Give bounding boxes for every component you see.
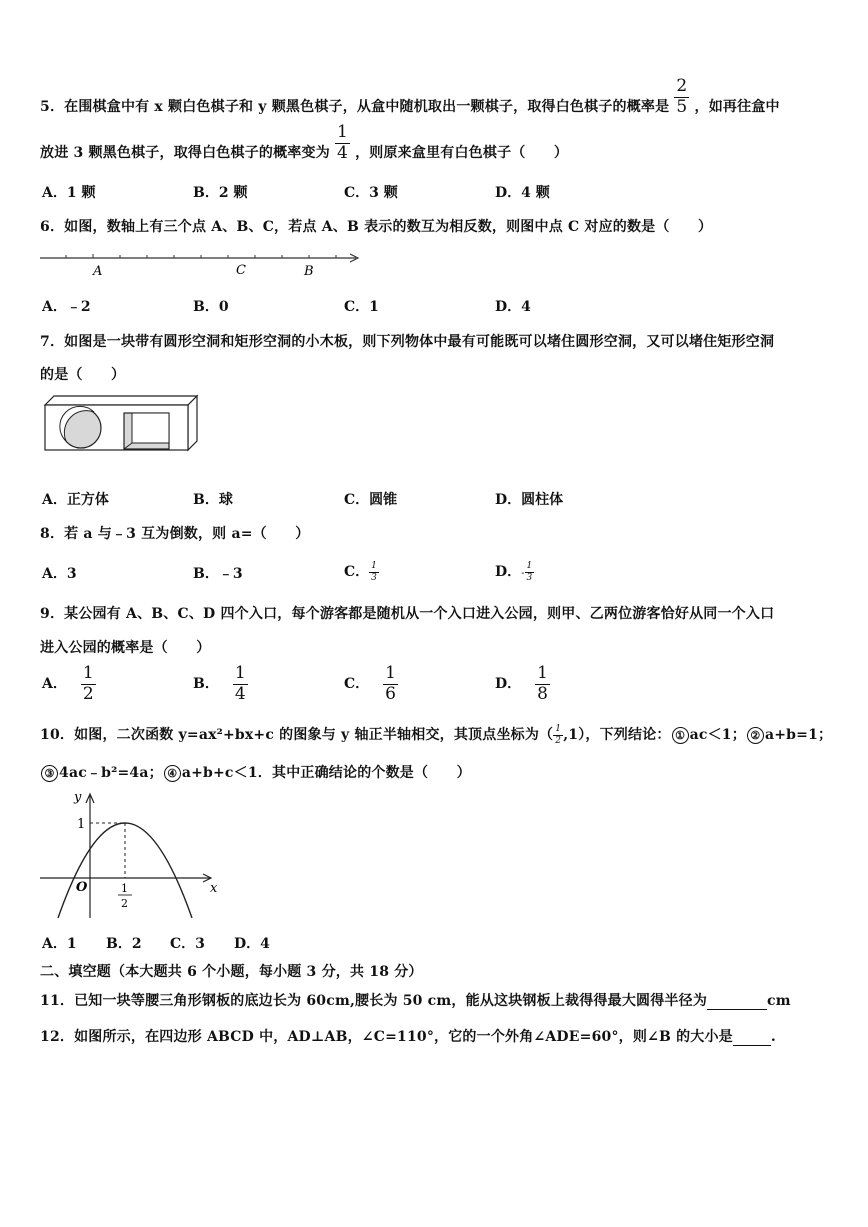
q8-option-c[interactable] xyxy=(344,561,379,583)
q9-option-c-fraction: $\frac{1}{6}$ xyxy=(385,663,396,704)
q9-option-c[interactable] xyxy=(344,664,398,704)
x-axis-label: x xyxy=(210,881,218,896)
q5-line1 xyxy=(40,75,780,117)
q6-stem: 6．如图，数轴上有三个点 A、B、C，若点 A、B 表示的数互为相反数，则图中点 C 对应的数是（ ） xyxy=(40,219,713,235)
q8-option-c-label: C． xyxy=(344,564,370,580)
q9-option-d-label: D． xyxy=(495,676,522,693)
q6-option-c[interactable]: C．1 xyxy=(344,299,379,315)
q9-line2: 进入公园的概率是（ ） xyxy=(40,640,211,656)
q9-option-a-fraction: $\frac{1}{2}$ xyxy=(82,663,94,704)
q10-option-b[interactable]: B．2 xyxy=(106,936,142,952)
q5-fraction-1-4: $\frac{1}{4}$ xyxy=(336,121,348,163)
tick-y-1: 1 xyxy=(77,817,86,832)
q5-option-c[interactable]: C．3 颗 xyxy=(344,185,398,201)
q7-option-b[interactable]: B．球 xyxy=(193,492,233,508)
q8-option-d-fraction: $\frac{1}{3}$ xyxy=(526,561,533,583)
q10-text-1a: 10．如图，二次函数 y=ax²+bx+c 的图象与 y 轴正半轴相交，其顶点坐标为（ xyxy=(40,727,554,743)
q5-line2 xyxy=(40,121,569,163)
q10-line2 xyxy=(40,762,471,782)
q10-circled-1: ① xyxy=(672,727,689,744)
q9-option-b[interactable] xyxy=(193,664,248,704)
q11-answer-blank[interactable] xyxy=(707,993,767,1010)
q8-option-a[interactable]: A．3 xyxy=(42,566,77,582)
q10-conclusion-2: a+b=1； xyxy=(764,727,833,743)
q5-text-1a: 5．在围棋盒中有 x 颗白色棋子和 y 颗黑色棋子，从盒中随机取出一颗棋子，取得白色棋子的概率是 xyxy=(40,99,670,115)
q11-text: 11．已知一块等腰三角形钢板的底边长为 60cm,腰长为 50 cm，能从这块钢板上裁得得最大圆得半径为 xyxy=(40,993,708,1009)
q9-option-d-fraction: $\frac{1}{8}$ xyxy=(537,663,548,704)
q6-option-d[interactable]: D．4 xyxy=(495,299,531,315)
q10-parabola-graph xyxy=(40,788,225,923)
point-c-label: C xyxy=(236,263,246,278)
q9-option-a-label: A． xyxy=(42,676,67,693)
q5-option-a[interactable]: A．1 颗 xyxy=(42,185,96,201)
q10-vertex-fraction: $\frac{1}{2}$ xyxy=(555,724,562,746)
q9-option-a[interactable] xyxy=(42,664,96,704)
q8-option-d[interactable] xyxy=(495,561,534,583)
section-2-heading: 二、填空题（本大题共 6 个小题，每小题 3 分，共 18 分） xyxy=(40,964,423,980)
point-b-label: B xyxy=(304,264,314,279)
q10-option-d[interactable]: D．4 xyxy=(234,936,270,952)
q12-answer-blank[interactable] xyxy=(733,1029,771,1046)
q10-option-a[interactable]: A．1 xyxy=(42,936,77,952)
q10-circled-4: ④ xyxy=(164,765,181,782)
q10-conclusion-3: 4ac﹣b²=4a； xyxy=(59,765,163,781)
q10-circled-3: ③ xyxy=(41,765,58,782)
q7-wooden-board-figure xyxy=(44,395,204,453)
q8-option-c-fraction: $\frac{1}{3}$ xyxy=(371,561,377,583)
q5-text-2a: 放进 3 颗黑色棋子，取得白色棋子的概率变为 xyxy=(40,145,330,161)
q7-option-d[interactable]: D．圆柱体 xyxy=(495,492,564,508)
q8-option-d-sign: - xyxy=(521,568,525,579)
q9-option-b-label: B． xyxy=(193,676,219,693)
q9-line1: 9．某公园有 A、B、C、D 四个入口，每个游客都是随机从一个入口进入公园，则甲、乙两位游客恰好从同一个入口 xyxy=(40,606,775,622)
q5-option-d[interactable]: D．4 颗 xyxy=(495,185,550,201)
q11-line xyxy=(40,990,791,1010)
q6-option-a[interactable]: A．﹣2 xyxy=(42,299,91,315)
q9-option-b-fraction: $\frac{1}{4}$ xyxy=(234,663,246,704)
q7-option-a[interactable]: A．正方体 xyxy=(42,492,109,508)
tick-x-num: 1 xyxy=(121,882,128,895)
q7-line2: 的是（ ） xyxy=(40,367,126,383)
tick-x-den: 2 xyxy=(121,897,128,910)
q8-option-d-label: D． xyxy=(495,564,522,580)
q5-text-1b: ，如再往盒中 xyxy=(694,99,780,115)
y-axis-label: y xyxy=(74,790,82,805)
q12-text: 12．如图所示，在四边形 ABCD 中，AD⊥AB，∠C=110°，它的一个外角∠ADE=60°，则∠B 的大小是 xyxy=(40,1029,733,1045)
q5-text-2b: ，则原来盒里有白色棋子（ ） xyxy=(355,145,569,161)
q12-end: . xyxy=(770,1029,776,1045)
q6-number-line xyxy=(38,246,368,282)
q10-conclusion-4: a+b+c＜1．其中正确结论的个数是（ ） xyxy=(181,765,471,781)
point-a-label: A xyxy=(93,264,103,279)
q10-option-c[interactable]: C．3 xyxy=(170,936,205,952)
origin-label: O xyxy=(76,880,88,895)
q6-option-b[interactable]: B．0 xyxy=(193,299,229,315)
q8-option-b[interactable]: B．﹣3 xyxy=(193,566,243,582)
q10-conclusion-1: ac＜1； xyxy=(689,727,746,743)
q5-fraction-2-5: $\frac{2}{5}$ xyxy=(676,75,688,117)
q7-option-c[interactable]: C．圆锥 xyxy=(344,492,398,508)
q7-line1: 7．如图是一块带有圆形空洞和矩形空洞的小木板，则下列物体中最有可能既可以堵住圆形空洞，又可以堵住矩形空洞 xyxy=(40,334,775,350)
q9-option-d[interactable] xyxy=(495,664,550,704)
q5-option-b[interactable]: B．2 颗 xyxy=(193,185,248,201)
q10-line1 xyxy=(40,724,832,746)
q9-option-c-label: C． xyxy=(344,676,370,693)
q10-text-1b: ,1），下列结论： xyxy=(563,727,671,743)
q8-stem: 8．若 a 与﹣3 互为倒数，则 a=（ ） xyxy=(40,526,310,542)
q11-unit: cm xyxy=(767,993,791,1009)
q10-circled-2: ② xyxy=(747,727,764,744)
q12-line xyxy=(40,1026,776,1046)
